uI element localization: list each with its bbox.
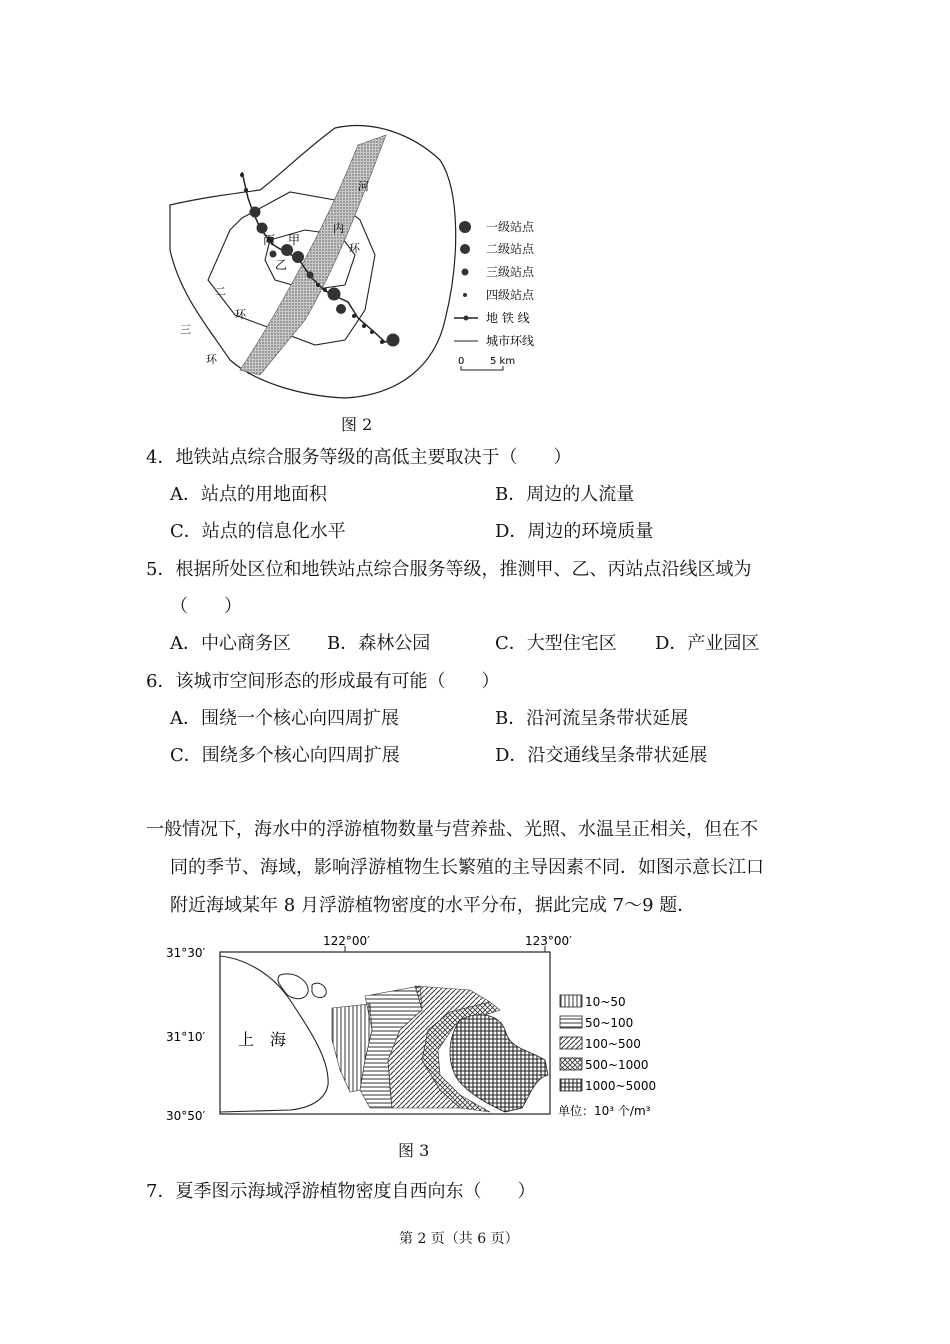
q4-option-d: D．周边的环境质量 bbox=[495, 521, 654, 542]
label-river: 河 bbox=[358, 180, 369, 193]
q4-option-a: A．站点的用地面积 bbox=[170, 484, 327, 505]
legend-level4-symbol bbox=[463, 293, 467, 297]
scale-length: 5 km bbox=[490, 356, 516, 367]
q6-option-d: D．沿交通线呈条带状延展 bbox=[495, 745, 708, 766]
label-third-ring-1: 三 bbox=[180, 323, 191, 336]
legend-level1: 一级站点 bbox=[486, 220, 535, 234]
station-level4 bbox=[316, 283, 320, 287]
q5-option-b: B．森林公园 bbox=[327, 633, 431, 654]
station-level2 bbox=[336, 304, 346, 314]
q4-option-c: C．站点的信息化水平 bbox=[170, 521, 346, 542]
passage-line-3: 附近海域某年 8 月浮游植物密度的水平分布，据此完成 7～9 题． bbox=[170, 895, 696, 916]
passage-line-1: 一般情况下，海水中的浮游植物数量与营养盐、光照、水温呈正相关，但在不 bbox=[146, 819, 758, 840]
legend-level2-symbol bbox=[460, 244, 470, 254]
place-shanghai: 上 海 bbox=[238, 1030, 287, 1049]
scale-zero: 0 bbox=[458, 356, 465, 367]
lon-123: 123°00′ bbox=[525, 934, 572, 948]
label-third-ring-2: 环 bbox=[206, 353, 217, 366]
legend-50-100: 50~100 bbox=[585, 1016, 634, 1030]
station-level4 bbox=[244, 188, 248, 192]
lat-30-50: 30°50′ bbox=[166, 1109, 206, 1123]
station-level3 bbox=[270, 251, 277, 258]
legend-subway: 地 铁 线 bbox=[486, 311, 530, 325]
q6-stem: 6．该城市空间形态的形成最有可能（ ） bbox=[146, 671, 500, 692]
station-level4 bbox=[323, 288, 327, 292]
legend-level2: 二级站点 bbox=[486, 242, 535, 256]
legend-level3: 三级站点 bbox=[486, 265, 535, 279]
legend-500-1000: 500~1000 bbox=[585, 1058, 649, 1072]
label-second-ring-1: 二 bbox=[215, 285, 226, 298]
passage-line-2: 同的季节、海域，影响浮游植物生长繁殖的主导因素不同．如图示意长江口 bbox=[170, 857, 764, 878]
q6-option-a: A．围绕一个核心向四周扩展 bbox=[170, 708, 399, 729]
lat-31-30: 31°30′ bbox=[166, 946, 206, 960]
lat-31-10: 31°10′ bbox=[166, 1030, 206, 1044]
station-level2 bbox=[250, 207, 261, 218]
station-level4 bbox=[240, 173, 244, 177]
q4-stem: 4．地铁站点综合服务等级的高低主要取决于（ ） bbox=[146, 447, 572, 468]
station-yi bbox=[292, 251, 304, 263]
legend-level4: 四级站点 bbox=[486, 288, 535, 302]
label-bing: 丙 bbox=[263, 233, 276, 247]
label-yi: 乙 bbox=[275, 258, 288, 272]
legend-level1-symbol bbox=[459, 221, 471, 233]
figure-3-map bbox=[160, 930, 670, 1130]
legend-1000-5000: 1000~5000 bbox=[585, 1079, 657, 1093]
label-jia: 甲 bbox=[288, 233, 301, 247]
page-footer: 第 2 页（共 6 页） bbox=[399, 1231, 519, 1247]
q5-option-d: D．产业园区 bbox=[655, 633, 760, 654]
legend-10-50: 10~50 bbox=[585, 995, 626, 1009]
q6-option-b: B．沿河流呈条带状延展 bbox=[495, 708, 689, 729]
figure-3-caption: 图 3 bbox=[398, 1141, 430, 1160]
station-level4 bbox=[370, 330, 374, 334]
label-inner-ring-1: 内 bbox=[333, 222, 344, 235]
station-level2 bbox=[257, 223, 268, 234]
q5-paren: （ ） bbox=[170, 596, 242, 617]
figure-2-map bbox=[160, 120, 580, 410]
station-level4 bbox=[380, 340, 384, 344]
q5-option-c: C．大型住宅区 bbox=[495, 633, 617, 654]
legend-level3-symbol bbox=[462, 269, 469, 276]
label-second-ring-2: 环 bbox=[235, 308, 246, 321]
river-band bbox=[240, 135, 386, 375]
lon-122: 122°00′ bbox=[323, 934, 370, 948]
legend-ring-road: 城市环线 bbox=[486, 334, 535, 348]
station-level4 bbox=[362, 324, 366, 328]
q7-stem: 7．夏季图示海域浮游植物密度自西向东（ ） bbox=[146, 1181, 536, 1202]
q5-stem: 5．根据所处区位和地铁站点综合服务等级，推测甲、乙、丙站点沿线区域为 bbox=[146, 559, 752, 580]
station-level1 bbox=[328, 288, 341, 301]
q6-option-c: C．围绕多个核心向四周扩展 bbox=[170, 745, 400, 766]
q5-option-a: A．中心商务区 bbox=[170, 633, 291, 654]
station-level3 bbox=[307, 272, 314, 279]
figure-2-caption: 图 2 bbox=[341, 415, 373, 434]
legend-100-500: 100~500 bbox=[585, 1037, 641, 1051]
q4-option-b: B．周边的人流量 bbox=[495, 484, 635, 505]
station-level1 bbox=[387, 334, 400, 347]
station-level4 bbox=[352, 314, 356, 318]
legend-unit: 单位：10³ 个/m³ bbox=[558, 1104, 651, 1118]
label-inner-ring-2: 环 bbox=[349, 242, 360, 255]
